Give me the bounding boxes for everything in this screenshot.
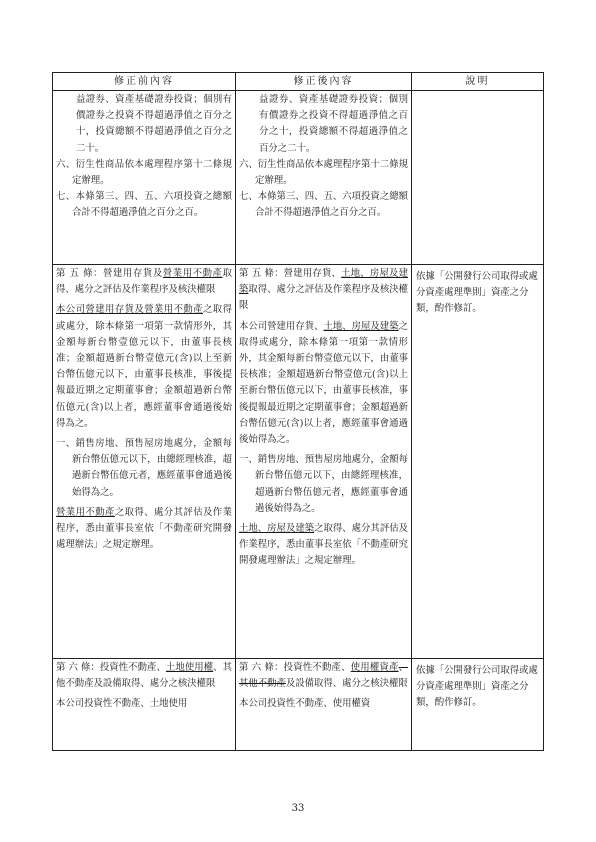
before-article-5-body: 本公司營建用存貨及營業用不動產之取得或處分，除本條第一項第一款情形外，其金額每新台幣壹億元以下，由董事長核准；金額超過新台幣壹億元(含)以上至新台幣伍億元以下，由董事長核准，事後提報最近期之定期董事會；金額超過新台幣伍億元(含)以上者，應經董事會通過後始得為之。 <box>56 304 232 429</box>
before-article-6-body: 本公司投資性不動產、土地使用 <box>56 698 188 710</box>
before-article-5-title: 第 五 條：營建用存貨及營業用不動產取得、處分之評估及作業程序及核決權限 <box>56 268 232 296</box>
before-item-6: 六、衍生性商品依本處理程序第十二條規定辦理。 <box>56 158 232 187</box>
header-note: 說明 <box>412 73 544 91</box>
table-row <box>53 265 544 659</box>
before-cell <box>53 659 236 751</box>
after-item-7: 七、本條第三、四、五、六項投資之總額合計不得超過淨值之百分之百。 <box>239 191 408 219</box>
article-6-note: 依據「公開發行公司取得或處分資產處理準則」資產之分類，酌作修訂。 <box>416 665 538 709</box>
after-cell <box>236 265 412 659</box>
after-article-5-title: 第 五 條：營建用存貨、土地、房屋及建築取得、處分之評估及作業程序及核決權限 <box>239 268 408 312</box>
before-article-5-item-1: 一、銷售房地、預售屋房地處分，金額每新台幣伍億元以下，由總經理核准，超過新台幣伍億元者，應經董事會通過後始得為之。 <box>56 438 232 498</box>
note-cell <box>412 659 544 751</box>
before-cell <box>53 91 236 265</box>
before-continuation: 益證券、資產基礎證券投資；個別有價證券之投資不得超過淨值之百分之十，投資總額不得超過淨值之百分之二十。 <box>76 94 232 154</box>
article-5-note: 依據「公開發行公司取得或處分資產處理準則」資產之分類，酌作修訂。 <box>416 271 538 315</box>
before-article-5-para-2: 營業用不動產之取得、處分其評估及作業程序，悉由董事長室依「不動產研究開發處理辦法」之規定辦理。 <box>56 506 232 551</box>
table-row <box>53 659 544 751</box>
after-article-5-item-1: 一、銷售房地、預售屋房地處分，金額每新台幣伍億元以下，由總經理核准，超過新台幣伍億元者，應經董事會通過後始得為之。 <box>239 454 408 514</box>
after-cell <box>236 91 412 265</box>
after-article-5-para-2: 土地、房屋及建築之取得、處分其評估及作業程序，悉由董事長室依「不動產研究開發處理辦法」之規定辦理。 <box>239 523 408 567</box>
after-item-6: 六、衍生性商品依本處理程序第十二條規定辦理。 <box>239 158 408 187</box>
after-cell <box>236 659 412 751</box>
note-cell <box>412 265 544 659</box>
header-after: 修正後內容 <box>236 73 412 91</box>
header-before: 修正前內容 <box>53 73 236 91</box>
page-number: 33 <box>291 803 305 814</box>
table-header-row <box>53 73 544 91</box>
comparison-table <box>52 72 544 751</box>
before-article-6-title: 第 六 條：投資性不動產、土地使用權、其他不動產及設備取得、處分之核決權限 <box>56 662 232 690</box>
after-article-6-title: 第 六 條：投資性不動產、使用權資產、其他不動產及設備取得、處分之核決權限 <box>239 662 408 690</box>
table-row <box>53 91 544 265</box>
before-cell <box>53 265 236 659</box>
after-continuation: 益證券、資產基礎證券投資；個別有價證券之投資不得超過淨值之百分之十，投資總額不得超過淨值之百分之二十。 <box>259 94 408 154</box>
before-item-7: 七、本條第三、四、五、六項投資之總額合計不得超過淨值之百分之百。 <box>56 191 232 219</box>
note-cell <box>412 91 544 265</box>
after-article-5-body: 本公司營建用存貨、土地、房屋及建築之取得或處分，除本條第一項第一款情形外，其金額每新台幣壹億元以下，由董事長核准；金額超過新台幣壹億元(含)以上至新台幣伍億元以下，由董事長核准，事後提報最近期之定期董事會；金額超過新台幣伍億元(含)以上者，應經董事會通過後始得為之。 <box>239 320 408 446</box>
after-article-6-body: 本公司投資性不動產、使用權資 <box>239 698 371 710</box>
